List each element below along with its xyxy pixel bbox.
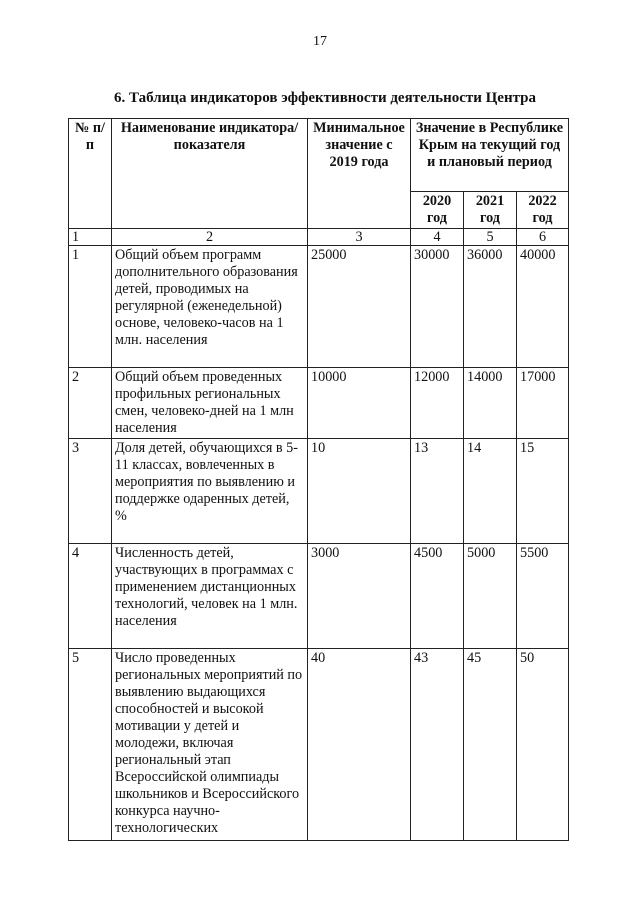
row-min-value: 40 <box>308 649 411 841</box>
page-number: 17 <box>313 34 327 49</box>
table-row <box>69 649 569 841</box>
header-num: № п/п <box>69 119 112 229</box>
row-indicator-name: Число проведенных региональных мероприятий по выявлению выдающихся способностей и высокой мотивации у детей и молодежи, включая региональный этап Всероссийской олимпиады школьников и Всероссийского конкурса научно-технологических <box>112 649 308 841</box>
header-name: Наименование индикатора/показателя <box>112 119 308 229</box>
row-value-2020: 43 <box>411 649 464 841</box>
indicators-table <box>68 118 569 841</box>
row-min-value: 10 <box>308 439 411 544</box>
row-num: 3 <box>69 439 112 544</box>
header-2020: 2020 год <box>411 192 464 229</box>
row-num: 2 <box>69 368 112 439</box>
row-num: 4 <box>69 544 112 649</box>
header-row <box>69 119 569 192</box>
header-2021: 2021 год <box>464 192 517 229</box>
row-indicator-name: Численность детей, участвующих в программах с применением дистанционных технологий, человек на 1 млн. населения <box>112 544 308 649</box>
table-row <box>69 246 569 368</box>
row-value-2020: 13 <box>411 439 464 544</box>
row-value-2020: 30000 <box>411 246 464 368</box>
header-min: Минимальное значение с 2019 года <box>308 119 411 229</box>
row-num: 1 <box>69 246 112 368</box>
row-indicator-name: Доля детей, обучающихся в 5-11 классах, вовлеченных в мероприятия по выявлению и поддержке одаренных детей, % <box>112 439 308 544</box>
row-value-2022: 17000 <box>517 368 569 439</box>
row-min-value: 10000 <box>308 368 411 439</box>
row-value-2021: 5000 <box>464 544 517 649</box>
row-num: 5 <box>69 649 112 841</box>
colnum-5: 5 <box>464 229 517 246</box>
table-row <box>69 544 569 649</box>
row-value-2021: 14 <box>464 439 517 544</box>
column-numbers-row <box>69 229 569 246</box>
row-value-2022: 5500 <box>517 544 569 649</box>
header-value-group: Значение в Республике Крым на текущий год и плановый период <box>411 119 569 192</box>
row-value-2020: 12000 <box>411 368 464 439</box>
colnum-1: 1 <box>69 229 112 246</box>
row-value-2022: 50 <box>517 649 569 841</box>
colnum-6: 6 <box>517 229 569 246</box>
colnum-4: 4 <box>411 229 464 246</box>
row-min-value: 25000 <box>308 246 411 368</box>
table-row <box>69 368 569 439</box>
row-value-2021: 36000 <box>464 246 517 368</box>
header-2022: 2022 год <box>517 192 569 229</box>
table-row <box>69 439 569 544</box>
row-value-2022: 40000 <box>517 246 569 368</box>
colnum-3: 3 <box>308 229 411 246</box>
row-indicator-name: Общий объем программ дополнительного образования детей, проводимых на регулярной (еженедельной) основе, человеко-часов на 1 млн. населения <box>112 246 308 368</box>
colnum-2: 2 <box>112 229 308 246</box>
row-value-2021: 45 <box>464 649 517 841</box>
row-value-2022: 15 <box>517 439 569 544</box>
section-title: 6. Таблица индикаторов эффективности деятельности Центра <box>113 90 537 106</box>
row-value-2021: 14000 <box>464 368 517 439</box>
row-indicator-name: Общий объем проведенных профильных региональных смен, человеко-дней на 1 млн населения <box>112 368 308 439</box>
row-min-value: 3000 <box>308 544 411 649</box>
row-value-2020: 4500 <box>411 544 464 649</box>
